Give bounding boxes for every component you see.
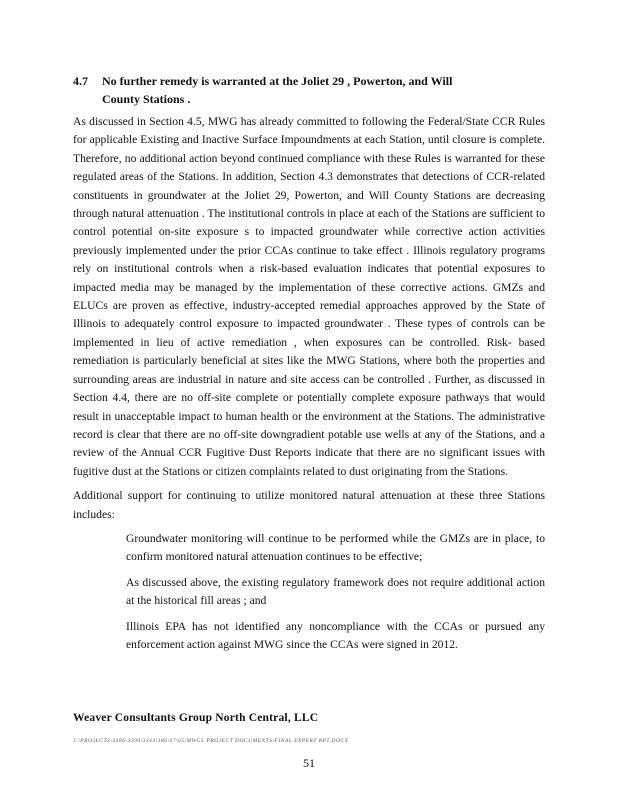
footer-file-path: J:\PROJECTS\3386-3390\3344\386\07\05\MWGL PROJECT DOCUMENTS\FINAL EXPERT RPT.DOCX [73,738,349,744]
paragraph-main: As discussed in Section 4.5, MWG has already committed to following the Federal/State CCR Rules for applicable Existing and Inactive Surface Impoundments at each Station, until closure is complete. Therefore, no additional action beyond continued compliance with these Rules is warranted for these regulated areas of the Stations. In addition, Section 4.3 demonstrates that detections of CCR-related constituents in groundwater at the Joliet 29, Powerton, and Will County Stations are decreasing through natural attenuation . The institutional controls in place at each of the Stations are sufficient to control potential on-site exposure s to impacted groundwater while corrective action activities previously implemented under the prior CCAs continue to take effect . Illinois regulatory programs rely on institutional controls when a risk-based evaluation indicates that potential exposures to impacted media may be managed by the implementation of these corrective actions. GMZs and ELUCs are proven as effective, industry-accepted remedial approaches approved by the State of Illinois to adequately control exposure to impacted groundwater . These types of controls can be implemented in lieu of active remediation , when exposures can be controlled. Risk- based remediation is particularly beneficial at sites like the MWG Stations, where both the properties and surrounding areas are industrial in nature and site access can be controlled . Further, as discussed in Section 4.4, there are no off-site complete or potentially complete exposure pathways that would result in unacceptable impact to human health or the environment at the Stations. The administrative record is clear that there are no off-site downgradient potable use wells at any of the Stations, and a review of the Annual CCR Fugitive Dust Reports indicate that there are no significant issues with fugitive dust at the Stations or citizen complaints related to dust originating from the Stations. [73,115,545,478]
section-title-line-1: No further remedy is warranted at the Joliet 29 , Powerton, and Will [102,74,453,88]
section-title-line-2: County Stations . [102,92,191,106]
list-item [73,618,545,655]
paragraph-additional-support: Additional support for continuing to utilize monitored natural attenuation at these three Stations includes: [73,489,545,521]
page-number: 51 [303,756,315,770]
list-item-text: As discussed above, the existing regulatory framework does not require additional action at the historical fill areas ; and [126,575,545,608]
section-heading-line-1 [73,72,543,90]
section-number: 4.7 [73,74,88,88]
bullet-list [73,530,545,654]
list-item-text: Groundwater monitoring will continue to be performed while the GMZs are in place, to confirm monitored natural attenuation continues to be effective; [126,531,545,564]
footer-company: Weaver Consultants Group North Central, LLC [73,712,319,724]
list-item [73,530,545,567]
list-item [73,574,545,611]
section-heading [73,72,543,108]
document-body [73,113,545,661]
list-item-text: Illinois EPA has not identified any noncompliance with the CCAs or pursued any enforcement action against MWG since the CCAs were signed in 2012. [126,619,545,651]
